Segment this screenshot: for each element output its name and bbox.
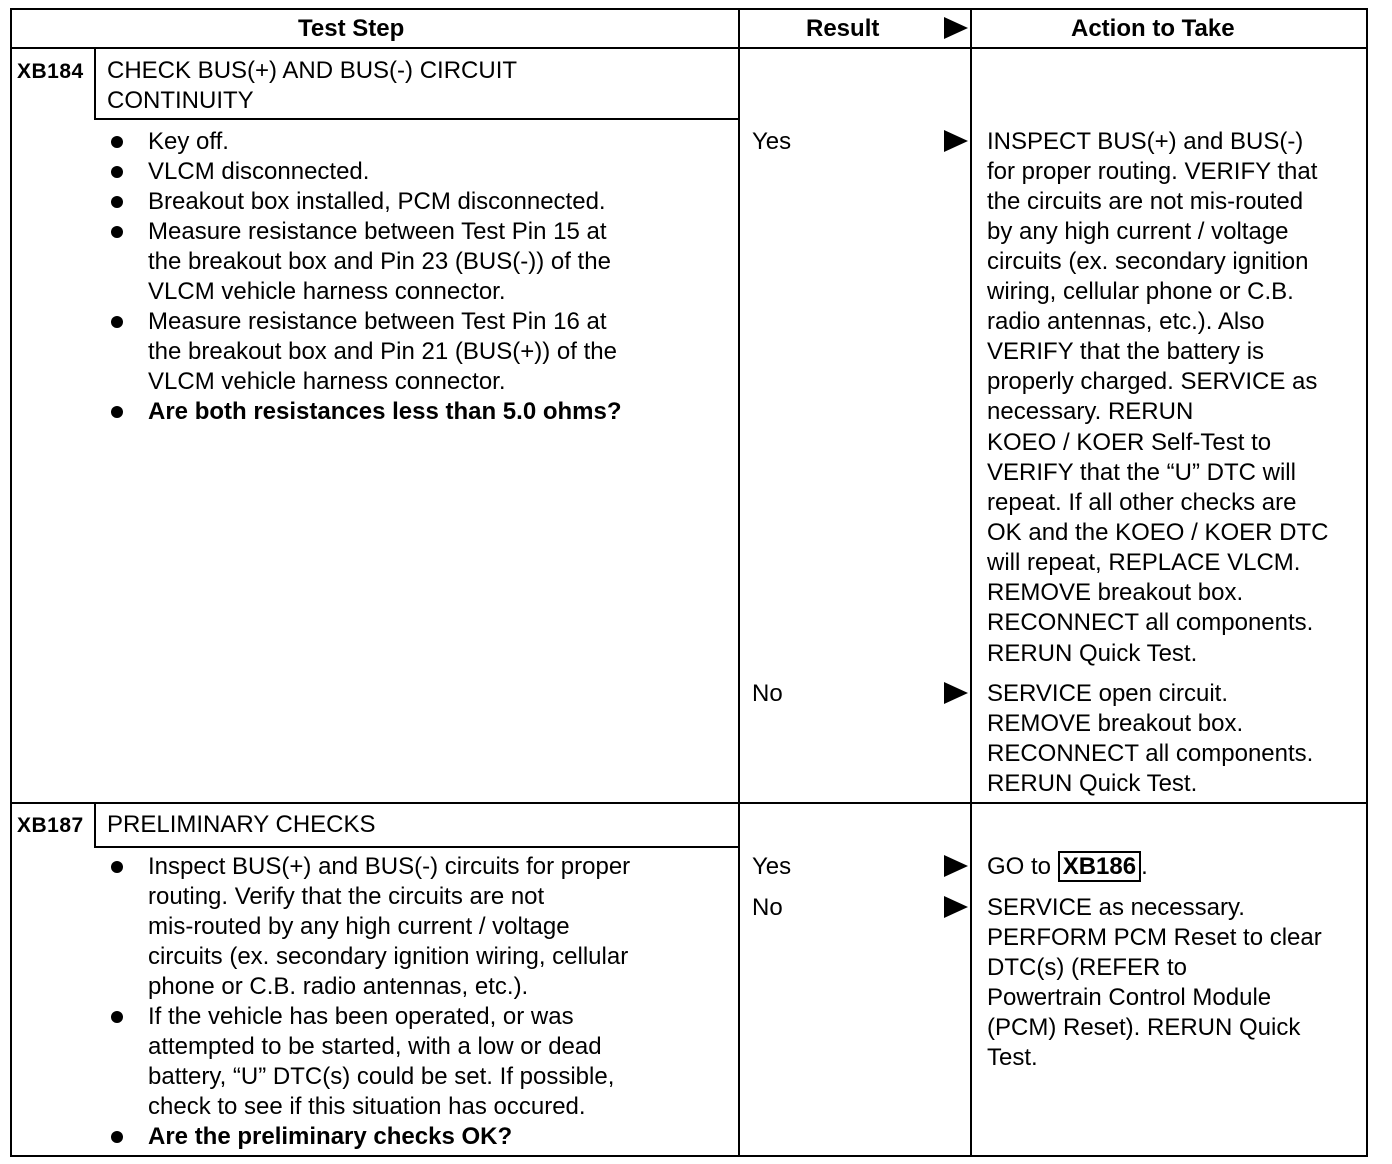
column-divider-2 xyxy=(970,8,972,1157)
action-line: RECONNECT all components. xyxy=(987,740,1314,767)
table-left-border xyxy=(10,8,12,1157)
action-line: INSPECT BUS(+) and BUS(-) xyxy=(987,128,1304,155)
result-arrow-icon xyxy=(944,896,968,918)
header-result: Result xyxy=(806,15,880,42)
xb184-step-2: VLCM disconnected. xyxy=(148,158,370,185)
step-title-xb184-line2: CONTINUITY xyxy=(107,87,254,114)
action-line: circuits (ex. secondary ignition xyxy=(987,248,1309,275)
bullet-icon xyxy=(111,226,123,238)
action-line: Test. xyxy=(987,1044,1038,1071)
action-line: properly charged. SERVICE as xyxy=(987,368,1318,395)
bullet-icon xyxy=(111,1011,123,1023)
header-test-step: Test Step xyxy=(298,15,405,42)
action-line: OK and the KOEO / KOER DTC xyxy=(987,519,1329,546)
xb187-result-yes: Yes xyxy=(752,853,792,880)
row-divider xyxy=(10,802,1368,804)
xb184-title-bottom xyxy=(94,118,739,120)
table-top-border xyxy=(10,8,1368,10)
action-line: VERIFY that the battery is xyxy=(987,338,1265,365)
xb184-step-5-line1: Measure resistance between Test Pin 16 at xyxy=(148,308,607,335)
xb184-step-3: Breakout box installed, PCM disconnected. xyxy=(148,188,606,215)
xb187-step-2-line1: If the vehicle has been operated, or was xyxy=(148,1003,574,1030)
result-arrow-icon xyxy=(944,682,968,704)
action-line: the circuits are not mis-routed xyxy=(987,188,1304,215)
action-line: VERIFY that the “U” DTC will xyxy=(987,459,1296,486)
xb187-action-yes xyxy=(987,852,1148,882)
step-title-xb187: PRELIMINARY CHECKS xyxy=(107,811,376,838)
step-id-xb184: XB184 xyxy=(17,60,84,83)
xb187-step-2-line3: battery, “U” DTC(s) could be set. If possible, xyxy=(148,1063,615,1090)
xb184-step-4-line1: Measure resistance between Test Pin 15 at xyxy=(148,218,607,245)
xb187-title-bottom xyxy=(94,846,739,848)
xb184-id-divider xyxy=(94,48,96,120)
action-line: REMOVE breakout box. xyxy=(987,579,1244,606)
xb187-step-1-line1: Inspect BUS(+) and BUS(-) circuits for proper xyxy=(148,853,631,880)
action-line: by any high current / voltage xyxy=(987,218,1289,245)
xb187-id-divider xyxy=(94,803,96,848)
action-line: PERFORM PCM Reset to clear xyxy=(987,924,1322,951)
action-line: Powertrain Control Module xyxy=(987,984,1272,1011)
table-right-border xyxy=(1366,8,1368,1157)
action-line: RERUN Quick Test. xyxy=(987,640,1198,667)
xb187-step-1-line2: routing. Verify that the circuits are not xyxy=(148,883,545,910)
xb187-step-3-question: Are the preliminary checks OK? xyxy=(148,1123,513,1150)
action-suffix: . xyxy=(1141,853,1148,880)
xb187-result-no: No xyxy=(752,894,783,921)
xb184-result-yes: Yes xyxy=(752,128,792,155)
action-line: KOEO / KOER Self-Test to xyxy=(987,429,1272,456)
bullet-icon xyxy=(111,406,123,418)
bullet-icon xyxy=(111,316,123,328)
xb184-step-5-line3: VLCM vehicle harness connector. xyxy=(148,368,506,395)
action-line: radio antennas, etc.). Also xyxy=(987,308,1265,335)
bullet-icon xyxy=(111,1131,123,1143)
action-line: SERVICE as necessary. xyxy=(987,894,1245,921)
action-line: SERVICE open circuit. xyxy=(987,680,1228,707)
xb187-step-1-line3: mis-routed by any high current / voltage xyxy=(148,913,570,940)
action-line: necessary. RERUN xyxy=(987,398,1194,425)
xb184-step-4-line2: the breakout box and Pin 23 (BUS(-)) of the xyxy=(148,248,611,275)
action-line: RECONNECT all components. xyxy=(987,609,1314,636)
action-line: REMOVE breakout box. xyxy=(987,710,1244,737)
xb187-step-2-line2: attempted to be started, with a low or dead xyxy=(148,1033,602,1060)
xb184-step-5-line2: the breakout box and Pin 21 (BUS(+)) of the xyxy=(148,338,617,365)
step-id-xb187: XB187 xyxy=(17,814,84,837)
action-line: repeat. If all other checks are xyxy=(987,489,1297,516)
bullet-icon xyxy=(111,861,123,873)
xb187-step-2-line4: check to see if this situation has occured. xyxy=(148,1093,586,1120)
header-bottom-border xyxy=(10,47,1368,49)
action-line: wiring, cellular phone or C.B. xyxy=(987,278,1294,305)
action-line: DTC(s) (REFER to xyxy=(987,954,1187,981)
xb187-step-1-line5: phone or C.B. radio antennas, etc.). xyxy=(148,973,529,1000)
action-line: RERUN Quick Test. xyxy=(987,770,1198,797)
xb187-step-1-line4: circuits (ex. secondary ignition wiring, cellular xyxy=(148,943,629,970)
result-arrow-icon xyxy=(944,130,968,152)
step-title-xb184-line1: CHECK BUS(+) AND BUS(-) CIRCUIT xyxy=(107,57,518,84)
xb184-step-4-line3: VLCM vehicle harness connector. xyxy=(148,278,506,305)
xb184-step-6-question: Are both resistances less than 5.0 ohms? xyxy=(148,398,622,425)
bullet-icon xyxy=(111,136,123,148)
header-arrow-icon xyxy=(944,17,968,39)
table-bottom-border xyxy=(10,1155,1368,1157)
action-line: (PCM) Reset). RERUN Quick xyxy=(987,1014,1301,1041)
bullet-icon xyxy=(111,196,123,208)
xb184-step-1: Key off. xyxy=(148,128,229,155)
column-divider-1 xyxy=(738,8,740,1157)
header-action: Action to Take xyxy=(1071,15,1235,42)
action-go-to-label: GO to xyxy=(987,853,1052,880)
bullet-icon xyxy=(111,166,123,178)
result-arrow-icon xyxy=(944,855,968,877)
xb184-result-no: No xyxy=(752,680,783,707)
action-line: will repeat, REPLACE VLCM. xyxy=(987,549,1301,576)
step-ref-link[interactable]: XB186 xyxy=(1058,851,1141,882)
action-line: for proper routing. VERIFY that xyxy=(987,158,1318,185)
